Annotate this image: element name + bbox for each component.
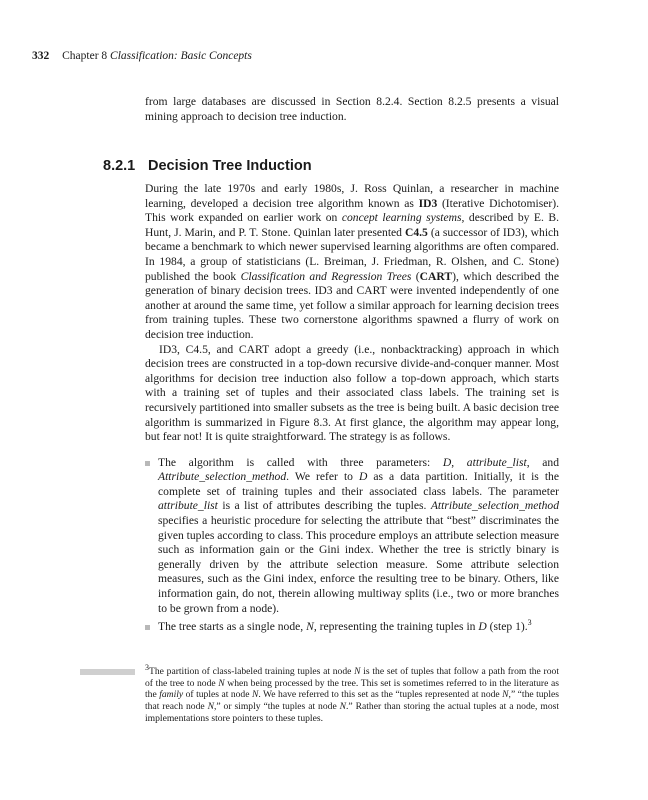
section-number: 8.2.1	[103, 158, 136, 174]
section-body	[145, 182, 559, 639]
section-title: Decision Tree Induction	[148, 158, 312, 174]
paragraph-2: ID3, C4.5, and CART adopt a greedy (i.e., nonbacktracking) approach in which decision trees are constructed in a top-down recursive divide-and-conquer manner. Most algorithms for decision tree induction also follow a top-down approach, which starts with a training set of tuples and their associated class labels. The training set is recursively partitioned into smaller subsets as the tree is being built. A basic decision tree algorithm is summarized in Figure 8.3. At first glance, the algorithm may appear long, but fear not! It is quite straightforward. The strategy is as follows.	[145, 342, 559, 444]
section-heading	[103, 158, 312, 174]
footnote: $^3$The partition of class-labeled training tuples at node N is the set of tuples that follow a path from the root of the tree to node N when being processed by the tree. This set is sometimes referred to in the literature as the family of tuples at node N. We have referred to this set as the “tuples represented at node N,” “the tuples that reach node N,” or simply “the tuples at node N.” Rather than storing the actual tuples at a node, most implementations store pointers to these tuples.	[145, 662, 560, 724]
chapter-label: Chapter 8	[62, 50, 108, 62]
intro-text: from large databases are discussed in Section 8.2.4. Section 8.2.5 presents a visual mining approach to decision tree induction.	[145, 95, 559, 123]
list-item: The algorithm is called with three parameters: D, attribute_list, and Attribute_selection_method. We refer to D as a data partition. Initially, it is the complete set of training tuples and their associated class labels. The parameter attribute_list is a list of attributes describing the tuples. Attribute_selection_method specifies a heuristic procedure for selecting the attribute that “best” discriminates the given tuples according to class. This procedure employs an attribute selection measure such as information gain or the Gini index. Whether the tree is strictly binary is generally driven by the attribute selection measure. Some attribute selection measures, such as the Gini index, enforce the resulting tree to be binary. Others, like information gain, do not, therein allowing multiway splits (i.e., two or more branches to be grown from a node).	[145, 456, 559, 617]
bullet-square-icon	[145, 461, 150, 466]
bullet-square-icon	[145, 625, 150, 630]
running-header	[32, 50, 252, 62]
chapter-title: Classification: Basic Concepts	[110, 50, 252, 62]
footnote-rule	[80, 669, 135, 675]
paragraph-1: During the late 1970s and early 1980s, J. Ross Quinlan, a researcher in machine learning, developed a decision tree algorithm known as ID3 (Iterative Dichotomiser). This work expanded on earlier work on concept learning systems, described by E. B. Hunt, J. Marin, and P. T. Stone. Quinlan later presented C4.5 (a successor of ID3), which became a benchmark to which newer supervised learning algorithms are often compared. In 1984, a group of statisticians (L. Breiman, J. Friedman, R. Olshen, and C. Stone) published the book Classification and Regression Trees (CART), which described the generation of binary decision trees. ID3 and CART were invented independently of one another at around the same time, yet follow a similar approach for learning decision trees from training tuples. These two cornerstone algorithms spawned a flurry of work on decision tree induction.	[145, 182, 559, 341]
list-item: The tree starts as a single node, N, representing the training tuples in D (step 1).$^3$	[145, 620, 559, 635]
page-number: 332	[32, 50, 50, 62]
footnote-reference: 3	[527, 618, 532, 628]
intro-paragraph	[145, 95, 559, 124]
strategy-list	[145, 456, 559, 635]
footnote-marker: 3	[145, 662, 149, 672]
